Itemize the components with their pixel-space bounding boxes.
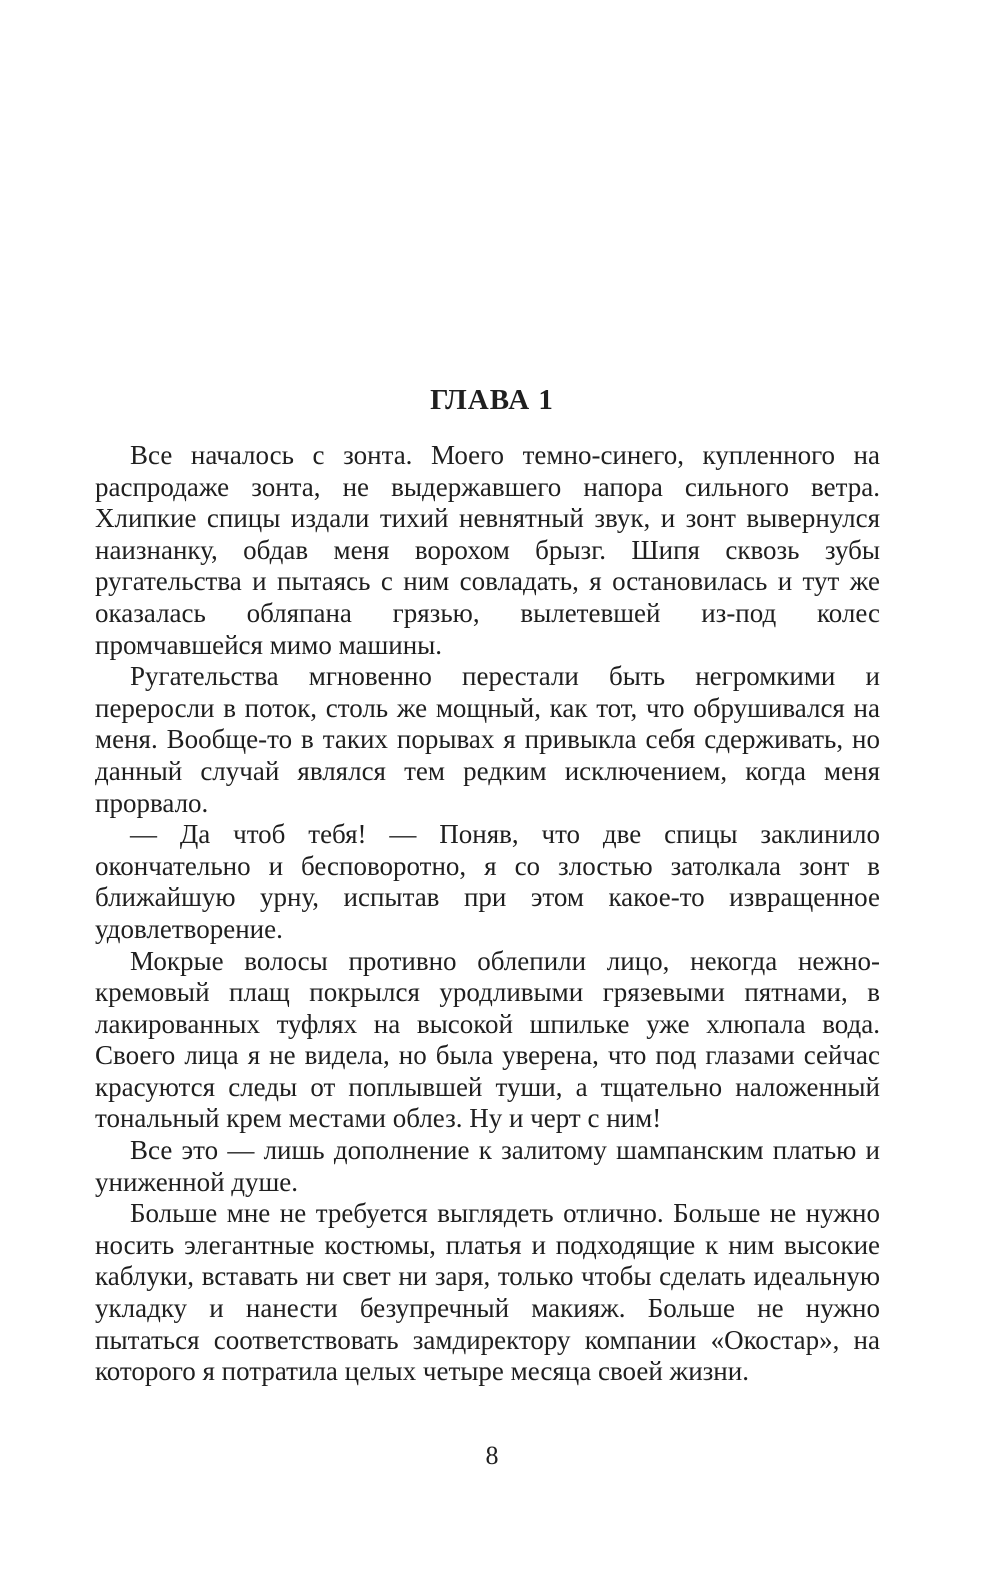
paragraph-1: Все началось с зонта. Моего темно-синего, купленного на распродаже зонта, не выдержавшего напора сильного ветра. Хлипкие спицы издали тихий невнятный звук, и зонт вывернулся наизнанку, обдав меня ворохом брызг. Шипя сквозь зубы ругательства и пытаясь с ним совладать, я остановилась и тут же оказалась обляпана грязью, вылетевшей из-под колес промчавшейся мимо машины. bbox=[95, 440, 880, 660]
page-number: 8 bbox=[485, 1441, 499, 1470]
chapter-title: ГЛАВА 1 bbox=[430, 384, 554, 416]
paragraph-2: Ругательства мгновенно перестали быть негромкими и переросли в поток, столь же мощный, как тот, что обрушивался на меня. Вообще-то в таких порывах я привыкла себя сдерживать, но данный случай являлся тем редким исключением, когда меня прорвало. bbox=[95, 661, 880, 818]
paragraph-3: — Да чтоб тебя! — Поняв, что две спицы заклинило окончательно и бесповоротно, я со злостью затолкала зонт в ближайшую урну, испытав при этом какое-то извращенное удовлетворение. bbox=[95, 819, 880, 944]
paragraph-4: Мокрые волосы противно облепили лицо, некогда нежно-кремовый плащ покрылся уродливыми грязевыми пятнами, в лакированных туфлях на высокой шпильке уже хлюпала вода. Своего лица я не видела, но была уверена, что под глазами сейчас красуются следы от поплывшей туши, а тщательно наложенный тональный крем местами облез. Ну и черт с ним! bbox=[95, 945, 880, 1134]
chapter-text bbox=[95, 440, 880, 1388]
paragraph-6: Больше мне не требуется выглядеть отлично. Больше не нужно носить элегантные костюмы, платья и подходящие к ним высокие каблуки, вставать ни свет ни заря, только чтобы сделать идеальную укладку и нанести безупречный макияж. Больше не нужно пытаться соответствовать замдиректору компании «Окостар», на которого я потратила целых четыре месяца своей жизни. bbox=[95, 1198, 880, 1387]
paragraph-5: Все это — лишь дополнение к залитому шампанским платью и униженной душе. bbox=[95, 1135, 880, 1197]
